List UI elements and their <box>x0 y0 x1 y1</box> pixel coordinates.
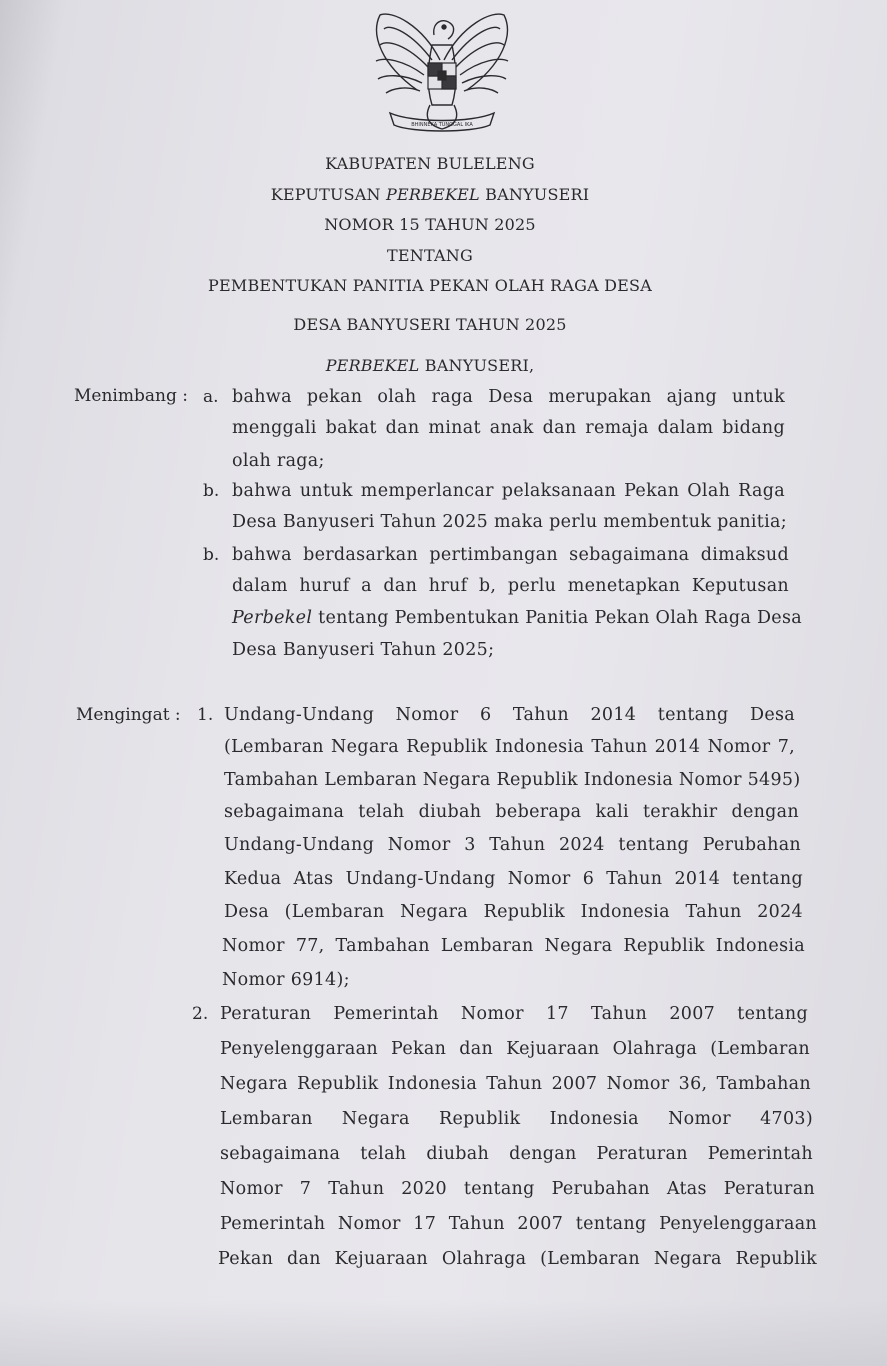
mengingat-2-line: sebagaimana telah diubah dengan Peraturan Pemerintah <box>220 1144 813 1164</box>
menimbang-c-line-text: tentang Pembentukan Panitia Pekan Olah Raga Desa <box>318 608 802 628</box>
mengingat-2-line: Pekan dan Kejuaraan Olahraga (Lembaran Negara Republik <box>218 1249 817 1269</box>
menimbang-a-line: menggali bakat dan minat anak dan remaja dalam bidang <box>232 418 785 438</box>
mengingat-1-line: Desa (Lembaran Negara Republik Indonesia Tahun 2024 <box>224 902 803 922</box>
regency-title: KABUPATEN BULELENG <box>325 154 535 173</box>
about-label: TENTANG <box>387 246 473 265</box>
menimbang-b-line: bahwa untuk memperlancar pelaksanaan Pekan Olah Raga <box>232 481 785 501</box>
perbekel-italic: Perbekel <box>232 608 313 628</box>
subject-line-1: PEMBENTUKAN PANITIA PEKAN OLAH RAGA DESA <box>208 276 652 295</box>
official-title <box>0 356 860 375</box>
menimbang-a-line: bahwa pekan olah raga Desa merupakan ajang untuk <box>232 387 785 407</box>
menimbang-c-line: bahwa berdasarkan pertimbangan sebagaimana dimaksud <box>232 545 789 565</box>
menimbang-marker-a: a. <box>203 387 219 407</box>
mengingat-2-line: Lembaran Negara Republik Indonesia Nomor 4703) <box>220 1109 813 1129</box>
official-italic: PERBEKEL <box>325 356 420 375</box>
mengingat-1-line: Tambahan Lembaran Negara Republik Indonesia Nomor 5495) <box>224 770 801 790</box>
mengingat-1-line: Kedua Atas Undang-Undang Nomor 6 Tahun 2014 tentang <box>224 869 803 889</box>
mengingat-2-line: Penyelenggaraan Pekan dan Kejuaraan Olahraga (Lembaran <box>220 1039 810 1059</box>
menimbang-label: Menimbang : <box>74 386 188 406</box>
menimbang-b-line: Desa Banyuseri Tahun 2025 maka perlu membentuk panitia; <box>232 512 787 532</box>
decree-prefix: KEPUTUSAN <box>270 185 387 204</box>
mengingat-2-line: Pemerintah Nomor 17 Tahun 2007 tentang Penyelenggaraan <box>220 1214 817 1234</box>
decree-number: NOMOR 15 TAHUN 2025 <box>324 215 536 234</box>
mengingat-label: Mengingat : <box>76 705 181 725</box>
subject-line-2: DESA BANYUSERI TAHUN 2025 <box>293 315 567 334</box>
mengingat-2-line: Nomor 7 Tahun 2020 tentang Perubahan Atas Peraturan <box>220 1179 815 1199</box>
page-shadow <box>0 1300 887 1366</box>
menimbang-marker-b: b. <box>203 481 220 501</box>
mengingat-1-line: Undang-Undang Nomor 6 Tahun 2014 tentang Desa <box>224 705 795 725</box>
mengingat-1-line: Nomor 77, Tambahan Lembaran Negara Republik Indonesia <box>222 936 805 956</box>
decree-italic: PERBEKEL <box>386 185 480 204</box>
mengingat-1-line: sebagaimana telah diubah beberapa kali terakhir dengan <box>224 802 799 822</box>
menimbang-c-line: dalam huruf a dan hruf b, perlu menetapkan Keputusan <box>232 576 789 596</box>
garuda-emblem-icon <box>362 5 522 145</box>
decree-title <box>0 185 860 204</box>
mengingat-marker-2: 2. <box>192 1004 209 1024</box>
menimbang-marker-c: b. <box>203 545 220 565</box>
menimbang-a-line: olah raga; <box>232 451 325 471</box>
decree-suffix: BANYUSERI <box>479 185 590 204</box>
mengingat-1-line: Nomor 6914); <box>222 970 350 990</box>
menimbang-c-line <box>232 608 802 628</box>
emblem-ribbon-text: BHINNEKA TUNGGAL IKA <box>411 122 473 128</box>
mengingat-2-line: Peraturan Pemerintah Nomor 17 Tahun 2007 tentang <box>220 1004 808 1024</box>
official-suffix: BANYUSERI, <box>419 356 535 375</box>
mengingat-1-line: Undang-Undang Nomor 3 Tahun 2024 tentang Perubahan <box>224 835 801 855</box>
mengingat-marker-1: 1. <box>197 705 214 725</box>
menimbang-c-line: Desa Banyuseri Tahun 2025; <box>232 640 495 660</box>
mengingat-1-line: (Lembaran Negara Republik Indonesia Tahun 2014 Nomor 7, <box>224 737 795 757</box>
mengingat-2-line: Negara Republik Indonesia Tahun 2007 Nomor 36, Tambahan <box>220 1074 811 1094</box>
